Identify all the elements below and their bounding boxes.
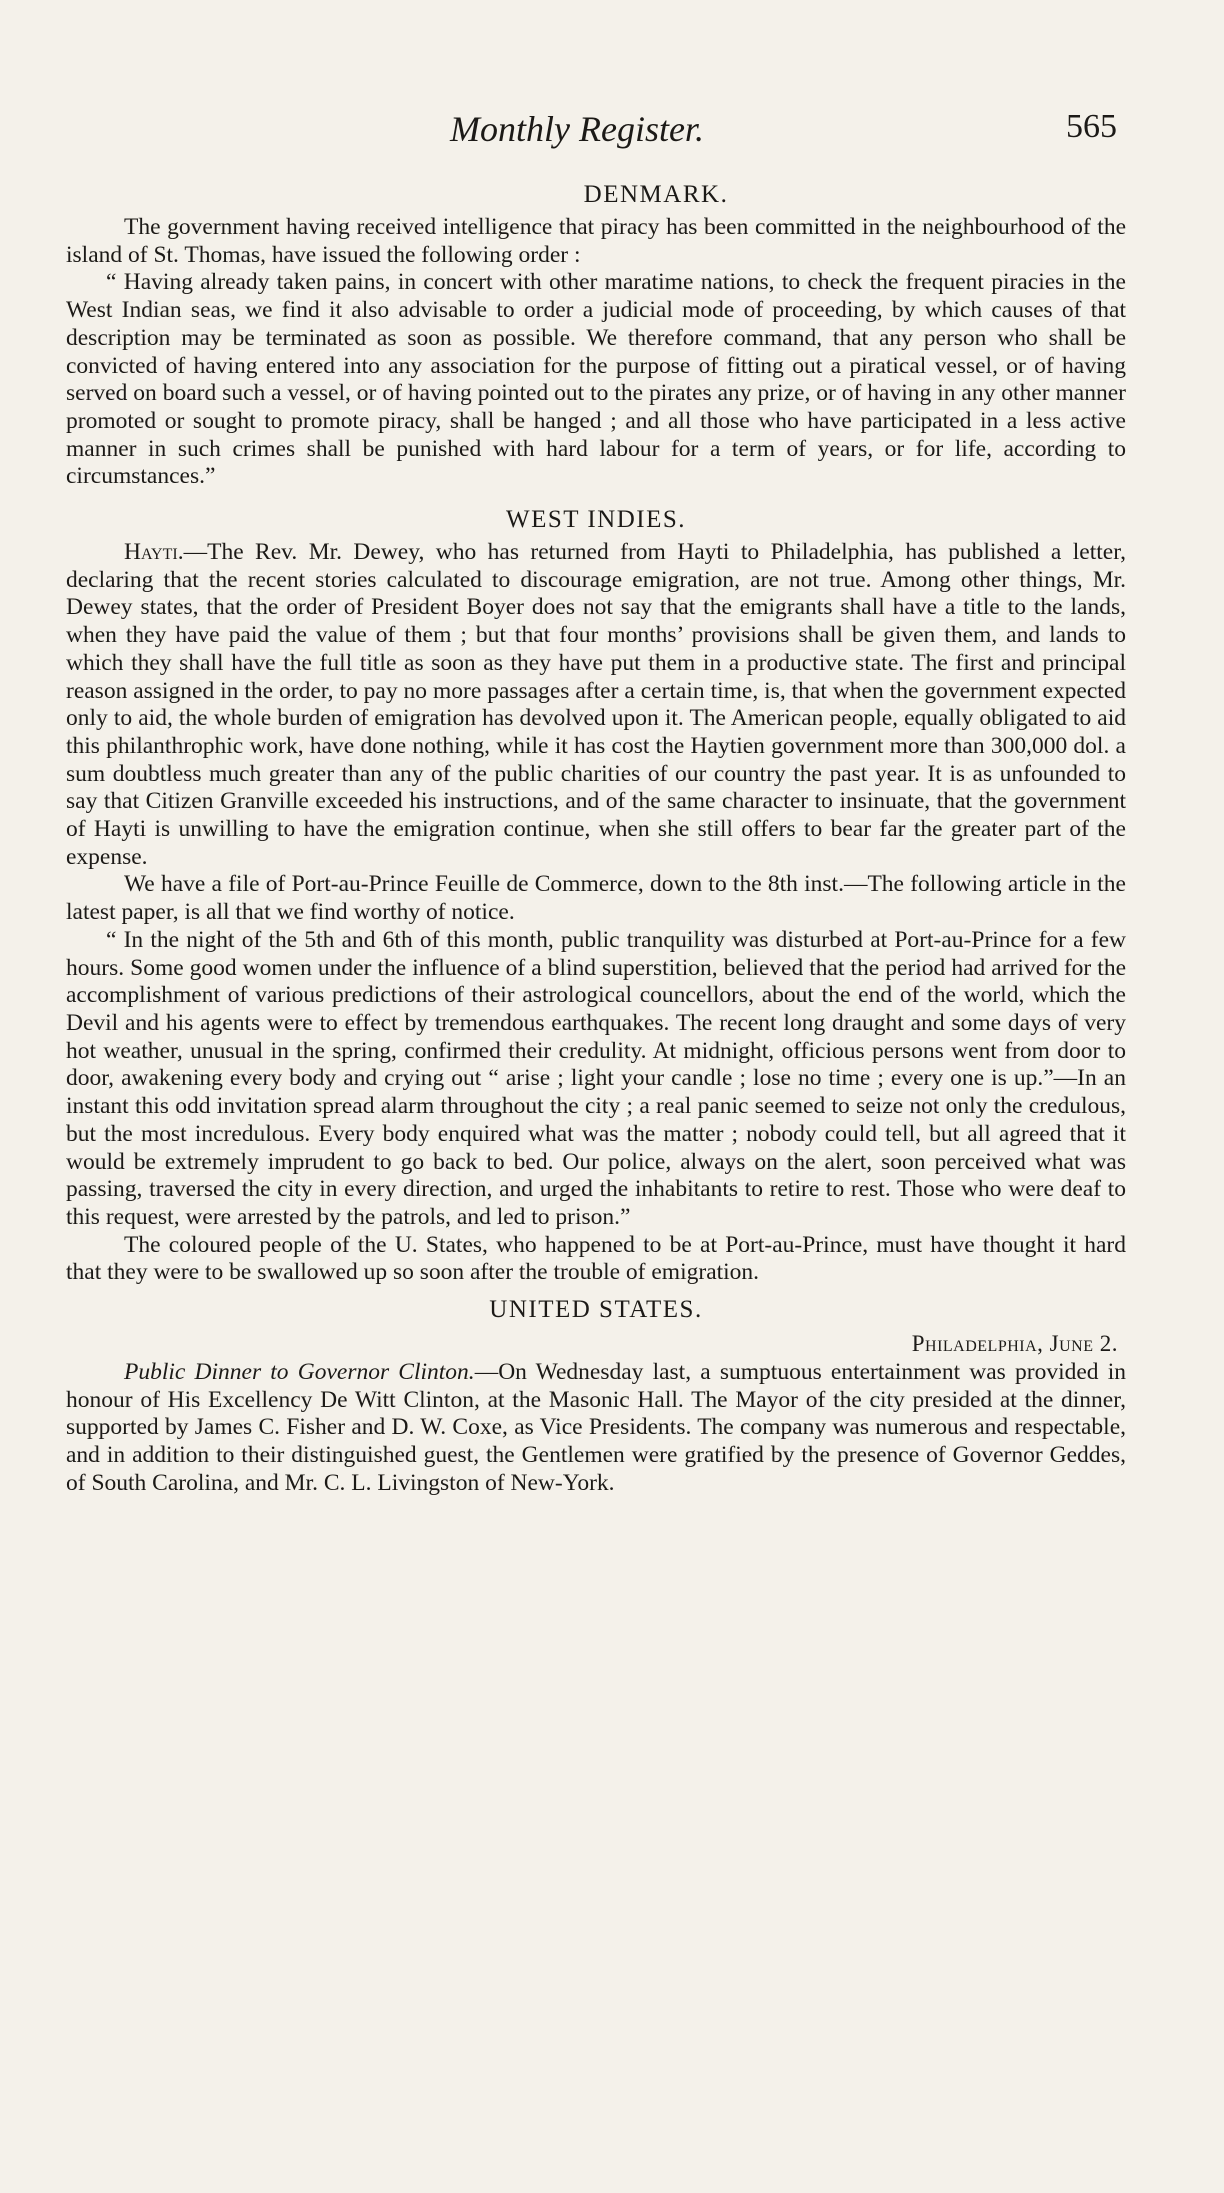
coloured-people-paragraph: The coloured people of the U. States, who happened to be at Port-au-Prince, must have thought it hard that they were to be swallowed up so soon after the trouble of emigration. <box>66 1231 1126 1286</box>
section-heading-united-states: UNITED STATES. <box>489 1296 703 1324</box>
clinton-dinner-paragraph <box>66 1359 1126 1498</box>
page-number: 565 <box>1066 108 1117 145</box>
denmark-intro: The government having received intelligence that piracy has been committed in the neighbourhood of the island of St. Thomas, have issued the following order : <box>66 214 1126 268</box>
dateline: Philadelphia, June 2. <box>911 1331 1118 1357</box>
port-au-prince-quote: “ In the night of the 5th and 6th of this month, public tranquility was disturbed at Port-au-Prince for a few hours. Some good women under the influence of a blind superstition, believed that the period had arrived for the accomplishment of various predictions of their astrological councellors, about the end of the world, which the Devil and his agents were to effect by tremendous earthquakes. The recent long draught and some days of very hot weather, unusual in the spring, confirmed their credulity. At midnight, officious persons went from door to door, awakening every body and crying out “ arise ; light your candle ; lose no time ; every one is up.”—In an instant this odd invitation spread alarm throughout the city ; a real panic seemed to seize not only the credulous, but the most incredulous. Every body enquired what was the matter ; nobody could tell, but all agreed that it would be extremely imprudent to go back to bed. Our police, always on the alert, soon perceived what was passing, traversed the city in every direction, and urged the inhabitants to retire to rest. Those who were deaf to this request, were arrested by the patrols, and led to prison.” <box>66 926 1126 1230</box>
hayti-text: —The Rev. Mr. Dewey, who has returned from Hayti to Philadelphia, has published a letter, declaring that the recent stories calculated to discourage emigration, are not true. Among other things, Mr. Dewey states, that the order of President Boyer does not say that the emigrants shall have a title to the lands, when they have paid the value of them ; but that four months’ provisions shall be given them, and lands to which they shall have the full title as soon as they have put them in a productive state. The first and principal reason assigned in the order, to pay no more passages after a certain time, is, that when the government expected only to aid, the whole burden of emigration has devolved upon it. The American people, equally obligated to aid this philanthrophic work, have done nothing, while it has cost the Haytien government more than 300,000 dol. a sum doubtless much greater than any of the public charities of our country the past year. It is as unfounded to say that Citizen Granville exceeded his instructions, and of the same character to insinuate, that the government of Hayti is unwilling to have the emigration continue, when she still offers to bear far the greater part of the expense. <box>66 539 1126 870</box>
clinton-dinner-text: —On Wednesday last, a sumptuous entertainment was provided in honour of His Excellency De Witt Clinton, at the Masonic Hall. The Mayor of the city presided at the dinner, supported by James C. Fisher and D. W. Coxe, as Vice Presidents. The company was numerous and respectable, and in addition to their distinguished guest, the Gentlemen were gratified by the presence of Governor Geddes, of South Carolina, and Mr. C. L. Livingston of New-York. <box>66 1359 1126 1496</box>
running-title: Monthly Register. <box>450 109 704 149</box>
denmark-order-quote: “ Having already taken pains, in concert with other maratime nations, to check the frequent piracies in the West Indian seas, we find it also advisable to order a judicial mode of proceeding, by which causes of that description may be terminated as soon as possible. We therefore command, that any person who shall be convicted of having entered into any association for the purpose of fitting out a piratical vessel, or of having served on board such a vessel, or of having pointed out to the pirates any prize, or of having in any other manner promoted or sought to promote piracy, shall be hanged ; and all those who have participated in a less active manner in such crimes shall be punished with hard labour for a term of years, or for life, according to circumstances.” <box>66 269 1126 490</box>
clinton-dinner-label: Public Dinner to Governor Clinton. <box>124 1359 475 1386</box>
feuille-note: We have a file of Port-au-Prince Feuille de Commerce, down to the 8th inst.—The following article in the latest paper, is all that we find worthy of notice. <box>66 871 1126 926</box>
section-heading-west-indies: WEST INDIES. <box>505 506 687 534</box>
section-heading-denmark: DENMARK. <box>583 181 729 208</box>
running-head <box>0 108 1224 158</box>
article-body <box>66 176 1126 1498</box>
hayti-paragraph <box>66 539 1126 871</box>
hayti-label: Hayti. <box>124 539 184 566</box>
